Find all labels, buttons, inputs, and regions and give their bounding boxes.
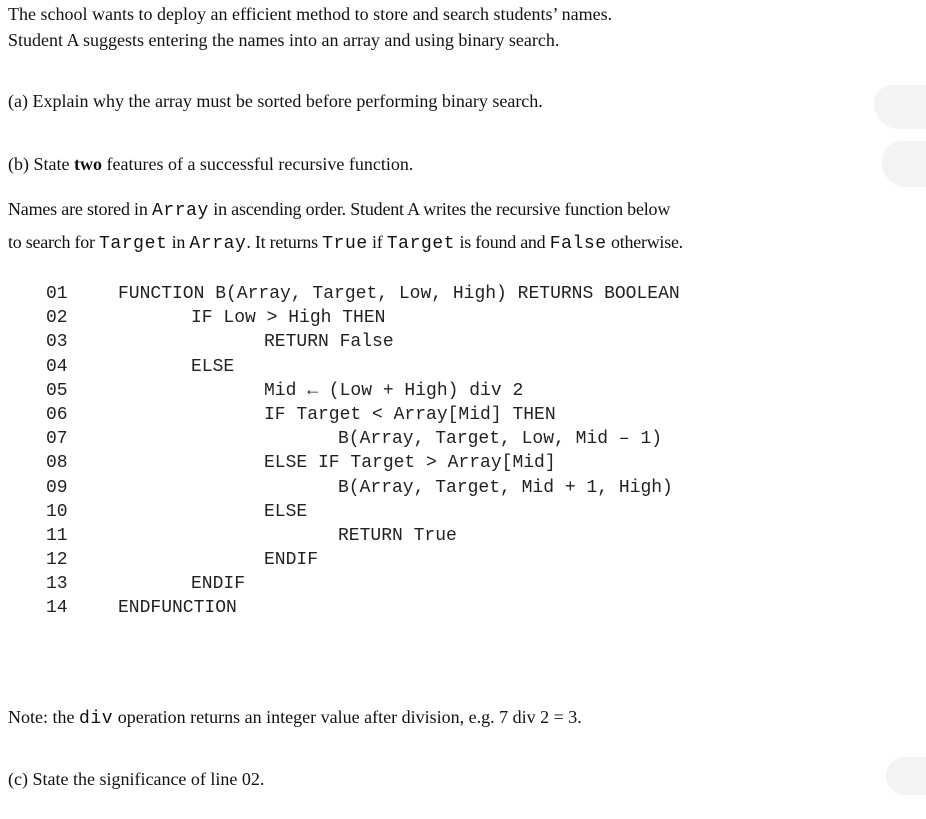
code-term-target: Target: [386, 234, 456, 254]
line-number: 04: [46, 356, 68, 377]
line-number: 11: [46, 525, 68, 546]
code-text: ELSE: [191, 356, 235, 377]
desc-text: to search for: [8, 232, 99, 252]
line-number: 07: [46, 429, 68, 450]
line-number: 10: [46, 501, 68, 522]
code-term-true: True: [322, 234, 368, 254]
desc-text: otherwise.: [606, 232, 683, 252]
line-number: 02: [46, 308, 68, 329]
line-number: 06: [46, 404, 68, 425]
code-text: ELSE: [264, 501, 308, 522]
question-b: [8, 152, 413, 176]
code-term-false: False: [549, 234, 607, 254]
desc-text: . It returns: [246, 232, 323, 252]
line-number: 13: [46, 574, 68, 595]
description-line-2: [8, 230, 683, 256]
desc-text: in: [167, 232, 190, 252]
code-text: B(Array, Target, Low, Mid – 1): [338, 429, 663, 450]
intro-line-1: The school wants to deploy an efficient method to store and search students’ names.: [8, 4, 613, 24]
code-term-div: div: [78, 709, 114, 729]
desc-text: is found and: [455, 232, 550, 252]
code-text: FUNCTION B(Array, Target, Low, High) RETURNS BOOLEAN: [118, 284, 680, 304]
note-text: Note: the: [8, 707, 79, 727]
line-number: 08: [46, 453, 68, 474]
description-line-1: [8, 197, 670, 223]
desc-text: in ascending order. Student A writes the recursive function below: [208, 199, 671, 219]
code-term-array: Array: [189, 234, 247, 254]
code-text: ELSE IF Target > Array[Mid]: [264, 453, 556, 474]
note-text: operation returns an integer value after division, e.g. 7 div 2 = 3.: [113, 707, 582, 727]
code-text: RETURN False: [264, 332, 394, 353]
answer-mark: [874, 85, 926, 129]
question-b-text-1: (b) State: [8, 154, 74, 174]
code-text: ENDIF: [264, 550, 319, 571]
line-number: 03: [46, 332, 68, 353]
code-text: RETURN True: [338, 525, 457, 546]
line-number: 01: [46, 284, 68, 304]
line-number: 14: [46, 598, 68, 619]
code-text: IF Low > High THEN: [191, 308, 386, 329]
code-text: Mid ← (Low + High) div 2: [264, 380, 524, 401]
desc-text: if: [367, 232, 387, 252]
intro-line-2: Student A suggests entering the names into an array and using binary search.: [8, 30, 560, 50]
answer-mark: [882, 141, 926, 187]
code-text: ENDIF: [191, 574, 246, 595]
line-number: 12: [46, 550, 68, 571]
question-b-bold: two: [73, 154, 102, 174]
code-text: B(Array, Target, Mid + 1, High): [338, 477, 673, 498]
code-text: IF Target < Array[Mid] THEN: [264, 404, 556, 425]
desc-text: Names are stored in: [8, 199, 152, 219]
question-b-text-2: features of a successful recursive function.: [101, 154, 414, 174]
question-a: (a) Explain why the array must be sorted before performing binary search.: [8, 91, 543, 111]
code-text: ENDFUNCTION: [118, 598, 237, 619]
code-term-array: Array: [151, 201, 209, 221]
note: [8, 705, 582, 731]
line-number: 05: [46, 380, 68, 401]
question-c: (c) State the significance of line 02.: [8, 769, 265, 789]
code-term-target: Target: [98, 234, 168, 254]
answer-mark: [886, 757, 926, 795]
line-number: 09: [46, 477, 68, 498]
